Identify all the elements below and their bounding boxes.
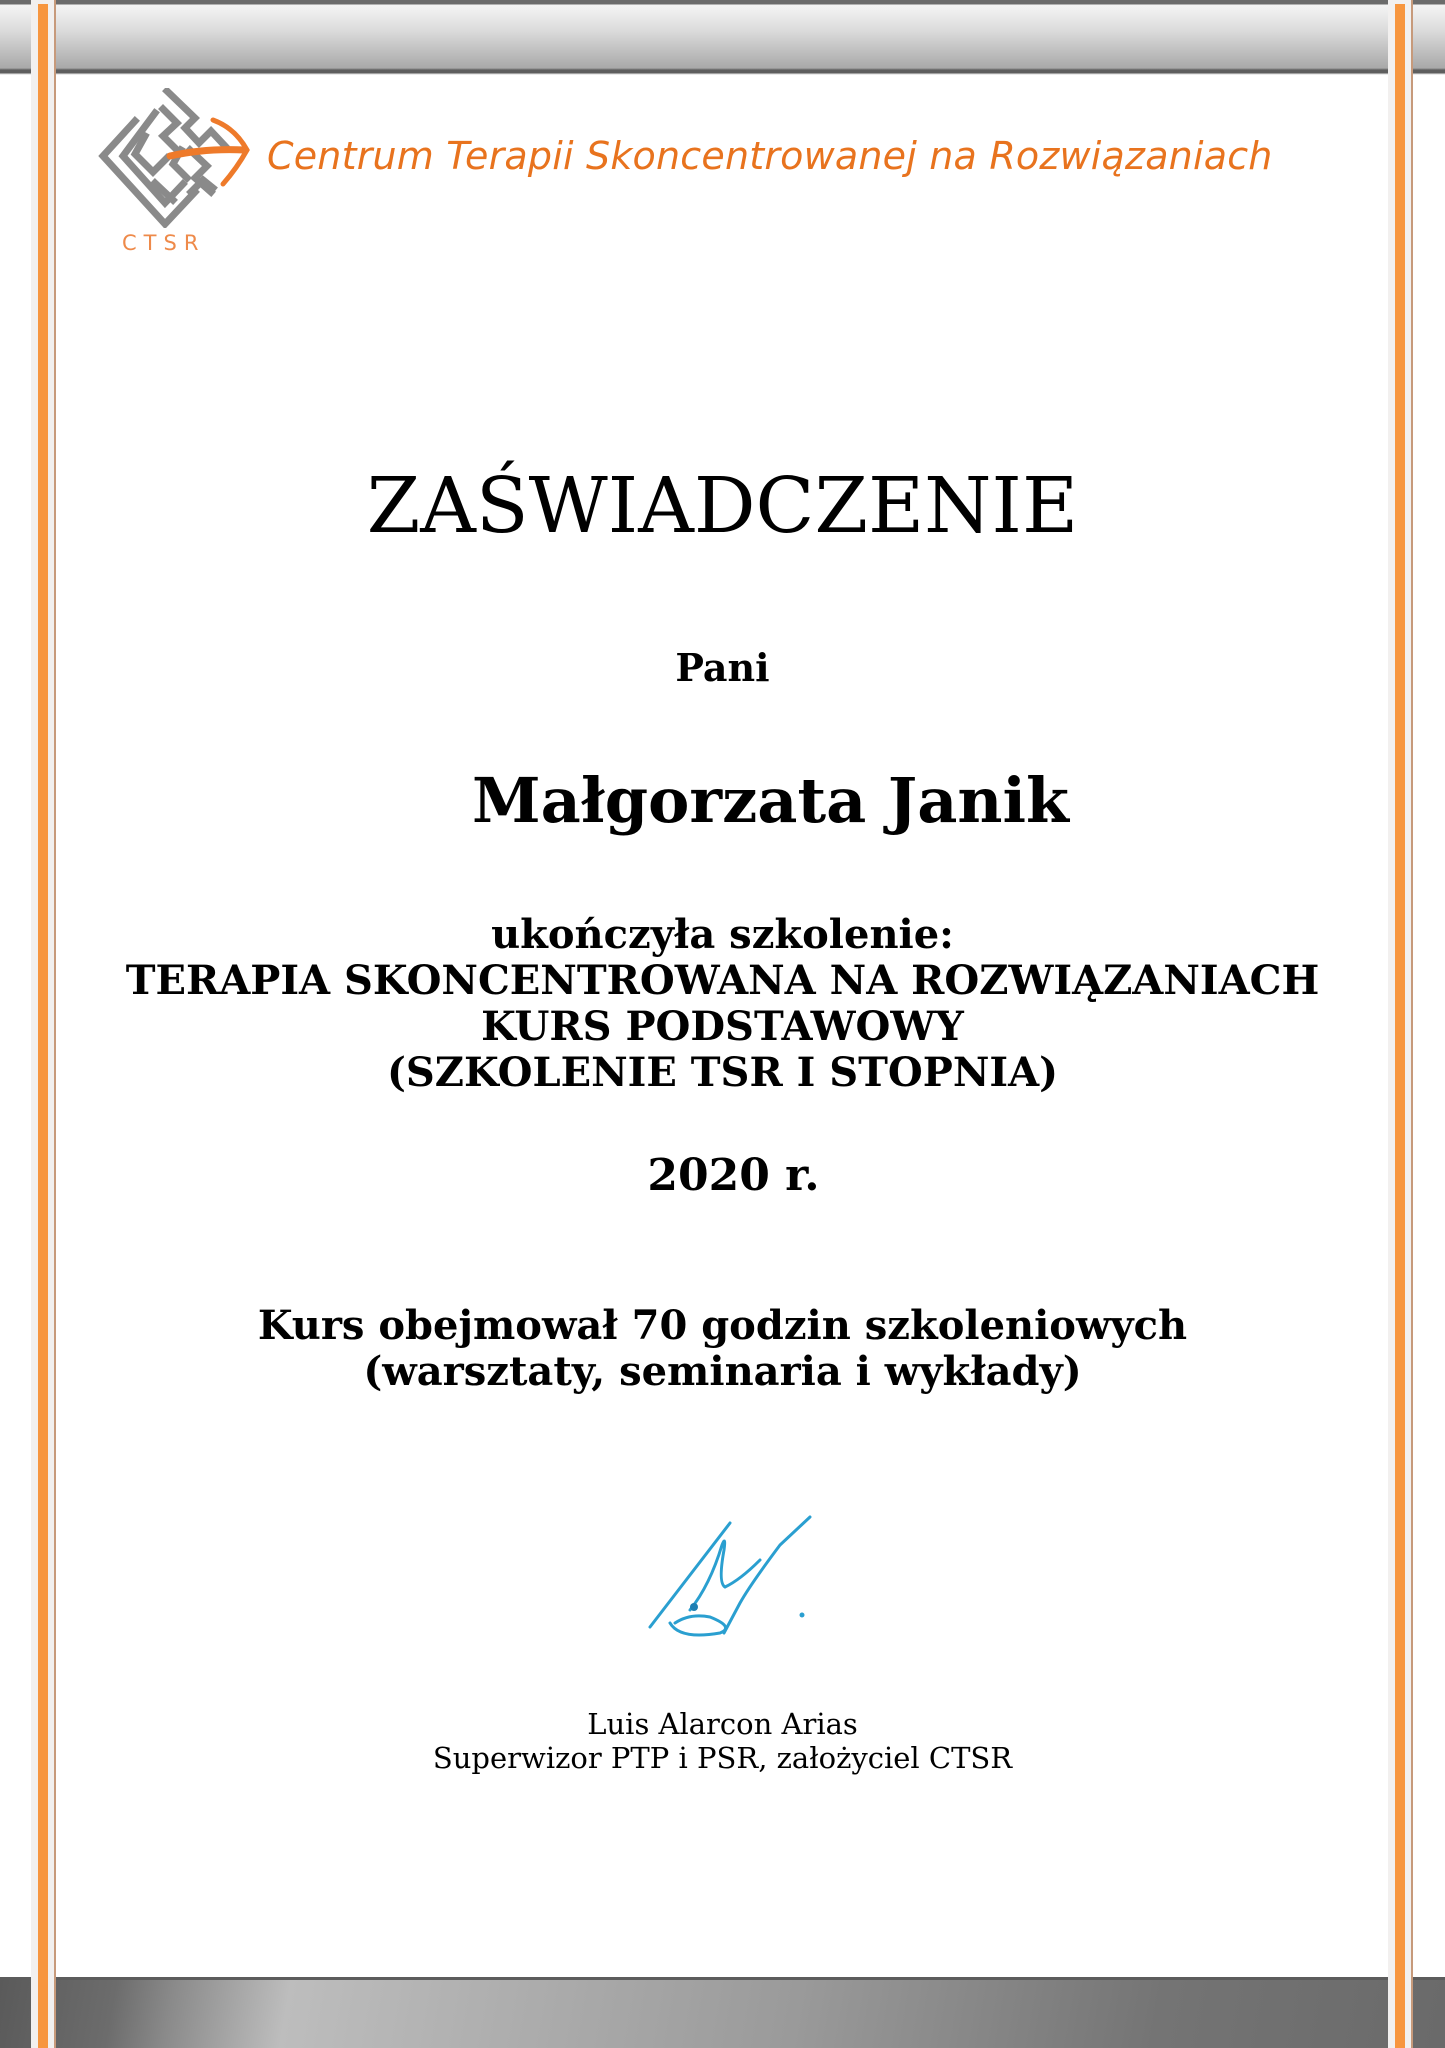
hours-block (0, 1303, 1445, 1395)
signatory-role: Superwizor PTP i PSR, założyciel CTSR (432, 1741, 1013, 1775)
signatory-block (0, 1707, 1445, 1775)
bottom-decorative-band (0, 1977, 1445, 2048)
course-degree: (SZKOLENIE TSR I STOPNIA) (386, 1049, 1059, 1096)
salutation: Pani (675, 645, 770, 690)
organization-logo (95, 88, 1395, 263)
hours-detail: (warsztaty, seminaria i wykłady) (363, 1348, 1082, 1395)
certificate-title: ZAŚWIADCZENIE (366, 462, 1079, 551)
course-year: 2020 r. (647, 1150, 820, 1201)
course-name: TERAPIA SKONCENTROWANA NA ROZWIĄZANIACH (125, 957, 1320, 1004)
organization-name: Centrum Terapii Skoncentrowanej na Rozwiązaniach (267, 134, 1273, 178)
maze-diamond-arrow-icon (95, 88, 265, 228)
course-level: KURS PODSTAWOWY (481, 1003, 964, 1050)
course-block (0, 912, 1445, 1096)
completion-line: ukończyła szkolenie: (491, 911, 954, 958)
organization-abbr: CTSR (122, 231, 206, 255)
recipient-name: Małgorzata Janik (472, 764, 1069, 837)
handwritten-signature-icon (640, 1505, 820, 1645)
top-decorative-band (0, 0, 1445, 75)
signatory-name: Luis Alarcon Arias (587, 1707, 858, 1741)
hours-line: Kurs obejmował 70 godzin szkoleniowych (257, 1302, 1188, 1349)
